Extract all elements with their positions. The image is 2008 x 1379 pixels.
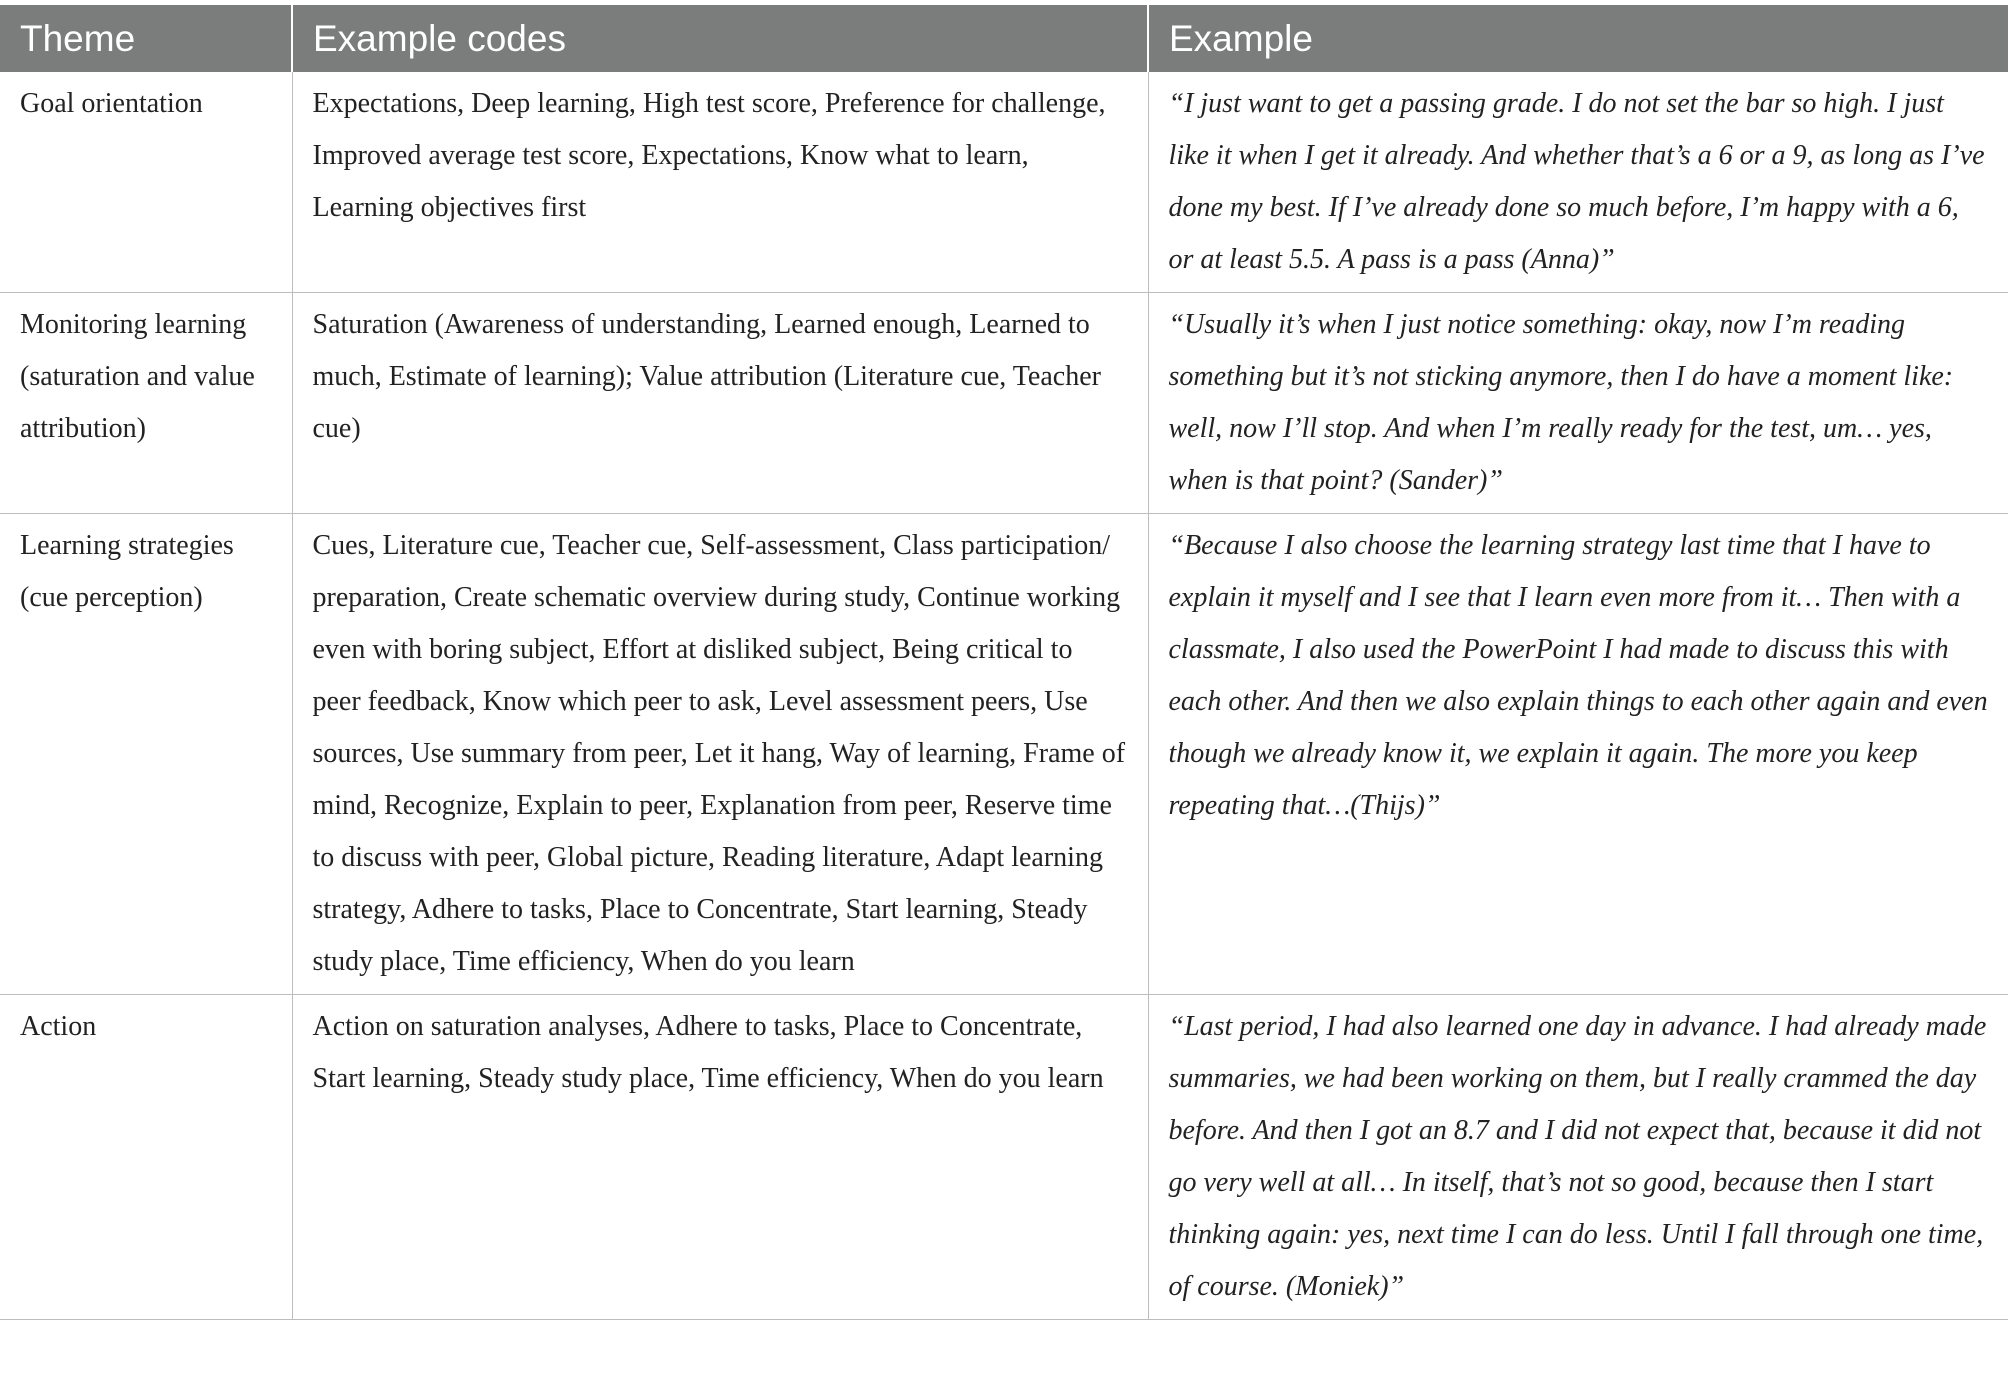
example-cell: “Last period, I had also learned one day in advance. I had already made summaries, we had been working on them, but I really crammed the day before. And then I got an 8.7 and I did not expect that, because it did not go very well at all… In itself, that’s not so good, because then I start thinking again: yes, next time I can do less. Until I fall through one time, of course. (Moniek)” bbox=[1148, 995, 2008, 1320]
table-row bbox=[0, 514, 2008, 995]
themes-table-container bbox=[0, 5, 2008, 1320]
theme-cell: Learning strategies (cue perception) bbox=[0, 514, 292, 995]
codes-cell: Cues, Literature cue, Teacher cue, Self-assessment, Class participation/ preparation, Create schematic overview during study, Continue working even with boring subject, Effort at disliked subject, Being critical to peer feedback, Know which peer to ask, Level assessment peers, Use sources, Use summary from peer, Let it hang, Way of learning, Frame of mind, Recognize, Explain to peer, Explanation from peer, Reserve time to discuss with peer, Global picture, Reading literature, Adapt learning strategy, Adhere to tasks, Place to Concentrate, Start learning, Steady study place, Time efficiency, When do you learn bbox=[292, 514, 1148, 995]
table-row bbox=[0, 72, 2008, 293]
header-example: Example bbox=[1148, 5, 2008, 72]
table-header bbox=[0, 5, 2008, 72]
codes-cell: Action on saturation analyses, Adhere to tasks, Place to Concentrate, Start learning, Steady study place, Time efficiency, When do you learn bbox=[292, 995, 1148, 1320]
example-cell: “Usually it’s when I just notice something: okay, now I’m reading something but it’s not sticking anymore, then I do have a moment like: well, now I’ll stop. And when I’m really ready for the test, um… yes, when is that point? (Sander)” bbox=[1148, 293, 2008, 514]
table-row bbox=[0, 293, 2008, 514]
table-body bbox=[0, 72, 2008, 1320]
theme-cell: Goal orientation bbox=[0, 72, 292, 293]
example-cell: “Because I also choose the learning strategy last time that I have to explain it myself and I see that I learn even more from it… Then with a classmate, I also used the PowerPoint I had made to discuss this with each other. And then we also explain things to each other again and even though we already know it, we explain it again. The more you keep repeating that…(Thijs)” bbox=[1148, 514, 2008, 995]
example-cell: “I just want to get a passing grade. I do not set the bar so high. I just like it when I get it already. And whether that’s a 6 or a 9, as long as I’ve done my best. If I’ve already done so much before, I’m happy with a 6, or at least 5.5. A pass is a pass (Anna)” bbox=[1148, 72, 2008, 293]
header-example-codes: Example codes bbox=[292, 5, 1148, 72]
table-row bbox=[0, 995, 2008, 1320]
header-row bbox=[0, 5, 2008, 72]
codes-cell: Saturation (Awareness of understanding, Learned enough, Learned to much, Estimate of learning); Value attribution (Literature cue, Teacher cue) bbox=[292, 293, 1148, 514]
theme-cell: Action bbox=[0, 995, 292, 1320]
header-theme: Theme bbox=[0, 5, 292, 72]
codes-cell: Expectations, Deep learning, High test score, Preference for challenge, Improved average test score, Expectations, Know what to learn, Learning objectives first bbox=[292, 72, 1148, 293]
theme-cell: Monitoring learning (saturation and value attribution) bbox=[0, 293, 292, 514]
themes-table bbox=[0, 5, 2008, 1320]
